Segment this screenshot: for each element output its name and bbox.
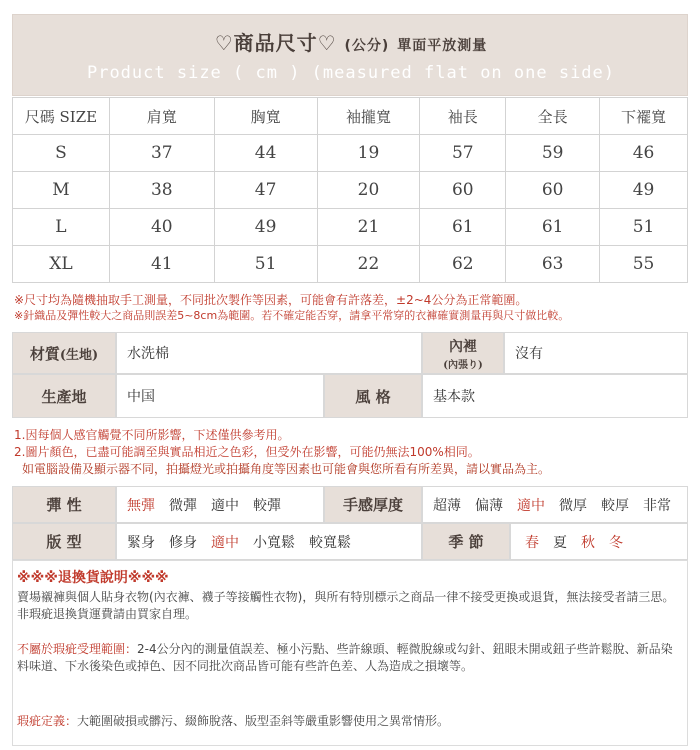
elasticity-option-none: 無彈 [127,497,155,514]
thickness-options [422,486,688,523]
table-cell: XL [13,246,110,283]
table-cell: 61 [506,209,600,246]
title-main: ♡商品尺寸♡ [214,31,337,55]
season-option-winter: 冬 [609,534,623,551]
table-cell: 49 [214,209,317,246]
table-cell: 21 [317,209,420,246]
returns-p3-text: 大範圍破損或髒污、綴飾脫落、版型歪斜等嚴重影響使用之異常情形。 [77,714,450,728]
elasticity-options [116,486,324,523]
size-header [12,14,688,96]
thickness-option-medium: 適中 [517,497,545,514]
table-cell: M [13,172,110,209]
header-length: 全長 [506,98,600,135]
table-cell: 22 [317,246,420,283]
returns-p3-label: 瑕疵定義： [17,714,78,728]
material-label [12,332,116,374]
thickness-option-thin: 偏薄 [475,497,503,514]
table-cell: 57 [420,135,506,172]
season-option-autumn: 秋 [581,534,595,551]
table-row [13,135,688,172]
table-cell: 49 [600,172,688,209]
page-title [13,27,689,56]
table-row [13,172,688,209]
table-cell: L [13,209,110,246]
header-shoulder: 肩寬 [109,98,214,135]
elasticity-option-medium: 適中 [211,497,239,514]
fit-option-tight: 緊身 [127,534,155,551]
thickness-option-ultra-thin: 超薄 [433,497,461,514]
thickness-label: 手感厚度 [324,486,422,523]
table-cell: 63 [506,246,600,283]
header-hem: 下襬寬 [600,98,688,135]
table-cell: 41 [109,246,214,283]
style-value: 基本款 [422,374,688,418]
thickness-option-very: 非常 [643,497,671,514]
disclaimer-1: 1.因每個人感官觸覺不同所影響，下述僅供參考用。 [14,428,290,442]
disclaimer-3: 如電腦設備及顯示器不同，拍攝燈光或拍攝角度等因素也可能會與您所看有所差異，請以實品為主。 [22,462,551,476]
season-options [510,523,688,560]
table-cell: 61 [420,209,506,246]
header-chest: 胸寬 [214,98,317,135]
material-label-text: 材質 [29,344,60,363]
returns-p2-text: 2-4公分內的測量值誤差、極小污點、些許線頭、輕微脫線或勾針、鈕眼未開或鈕子些許鬆脫、新品染料味道、下水後染色或掉色、因不同批次商品皆可能有些許色差、人為造成之損壞等。 [17,642,673,673]
lining-label [422,332,504,374]
disclaimer-2: 2.圖片顏色，已盡可能調至與實品相近之色彩，但受外在影響，可能仍無法100%相同。 [14,445,480,459]
title-unit: (公分) [344,38,390,54]
season-label: 季 節 [422,523,510,560]
elasticity-option-high: 較彈 [253,497,281,514]
table-cell: S [13,135,110,172]
title-sub: 單面平放測量 [397,38,488,54]
table-row [13,209,688,246]
origin-label: 生產地 [12,374,116,418]
season-option-spring: 春 [525,534,539,551]
returns-paragraph-2 [17,641,681,675]
table-cell: 51 [214,246,317,283]
header-size: 尺碼 SIZE [13,98,110,135]
table-row [13,246,688,283]
table-cell: 19 [317,135,420,172]
table-cell: 51 [600,209,688,246]
header-armhole: 袖攏寬 [317,98,420,135]
returns-p2-label: 不屬於瑕疵受理範圍： [17,642,138,656]
elasticity-option-slight: 微彈 [169,497,197,514]
table-cell: 47 [214,172,317,209]
table-cell: 60 [420,172,506,209]
material-label-small: (生地) [59,347,99,363]
page-subtitle: Product size ( cm ) (measured flat on one side) [86,63,616,83]
lining-label-small: (內張り) [443,359,483,371]
style-label: 風 格 [324,374,422,418]
lining-label-text: 內裡 [449,338,477,355]
material-value: 水洗棉 [116,332,422,374]
fit-option-regular: 適中 [211,534,239,551]
returns-title: ※※※退換貨說明※※※ [17,570,169,586]
measurement-note-1: ※尺寸均為隨機抽取手工測量，不同批次製作等因素，可能會有許落差，±2~4公分為正常範圍。 [14,293,528,307]
returns-section [12,560,688,746]
returns-paragraph-3 [17,713,681,730]
fit-label: 版 型 [12,523,116,560]
table-cell: 59 [506,135,600,172]
fit-option-relaxed: 小寬鬆 [253,534,295,551]
elasticity-label: 彈 性 [12,486,116,523]
table-cell: 44 [214,135,317,172]
returns-paragraph-1: 賣場襯褲與個人貼身衣物(內衣褲、襪子等接觸性衣物)，與所有特別標示之商品一律不接受更換或退貨，無法接受者請三思。非瑕疵退換貨運費請由買家自理。 [17,590,675,621]
fit-options [116,523,422,560]
table-cell: 38 [109,172,214,209]
table-cell: 60 [506,172,600,209]
thickness-option-thick: 較厚 [601,497,629,514]
fit-option-loose: 較寬鬆 [309,534,351,551]
season-option-summer: 夏 [553,534,567,551]
size-table [12,97,688,283]
size-table-header-row [13,98,688,135]
thickness-option-slightly-thick: 微厚 [559,497,587,514]
table-cell: 40 [109,209,214,246]
table-cell: 37 [109,135,214,172]
fit-option-slim: 修身 [169,534,197,551]
table-cell: 62 [420,246,506,283]
header-sleeve: 袖長 [420,98,506,135]
table-cell: 46 [600,135,688,172]
table-cell: 20 [317,172,420,209]
origin-value: 中国 [116,374,324,418]
lining-value: 沒有 [504,332,688,374]
table-cell: 55 [600,246,688,283]
measurement-note-2: ※針織品及彈性較大之商品則誤差5~8cm為範圍。若不確定能否穿，請拿平常穿的衣褲確實測量再與尺寸做比較。 [14,309,570,322]
